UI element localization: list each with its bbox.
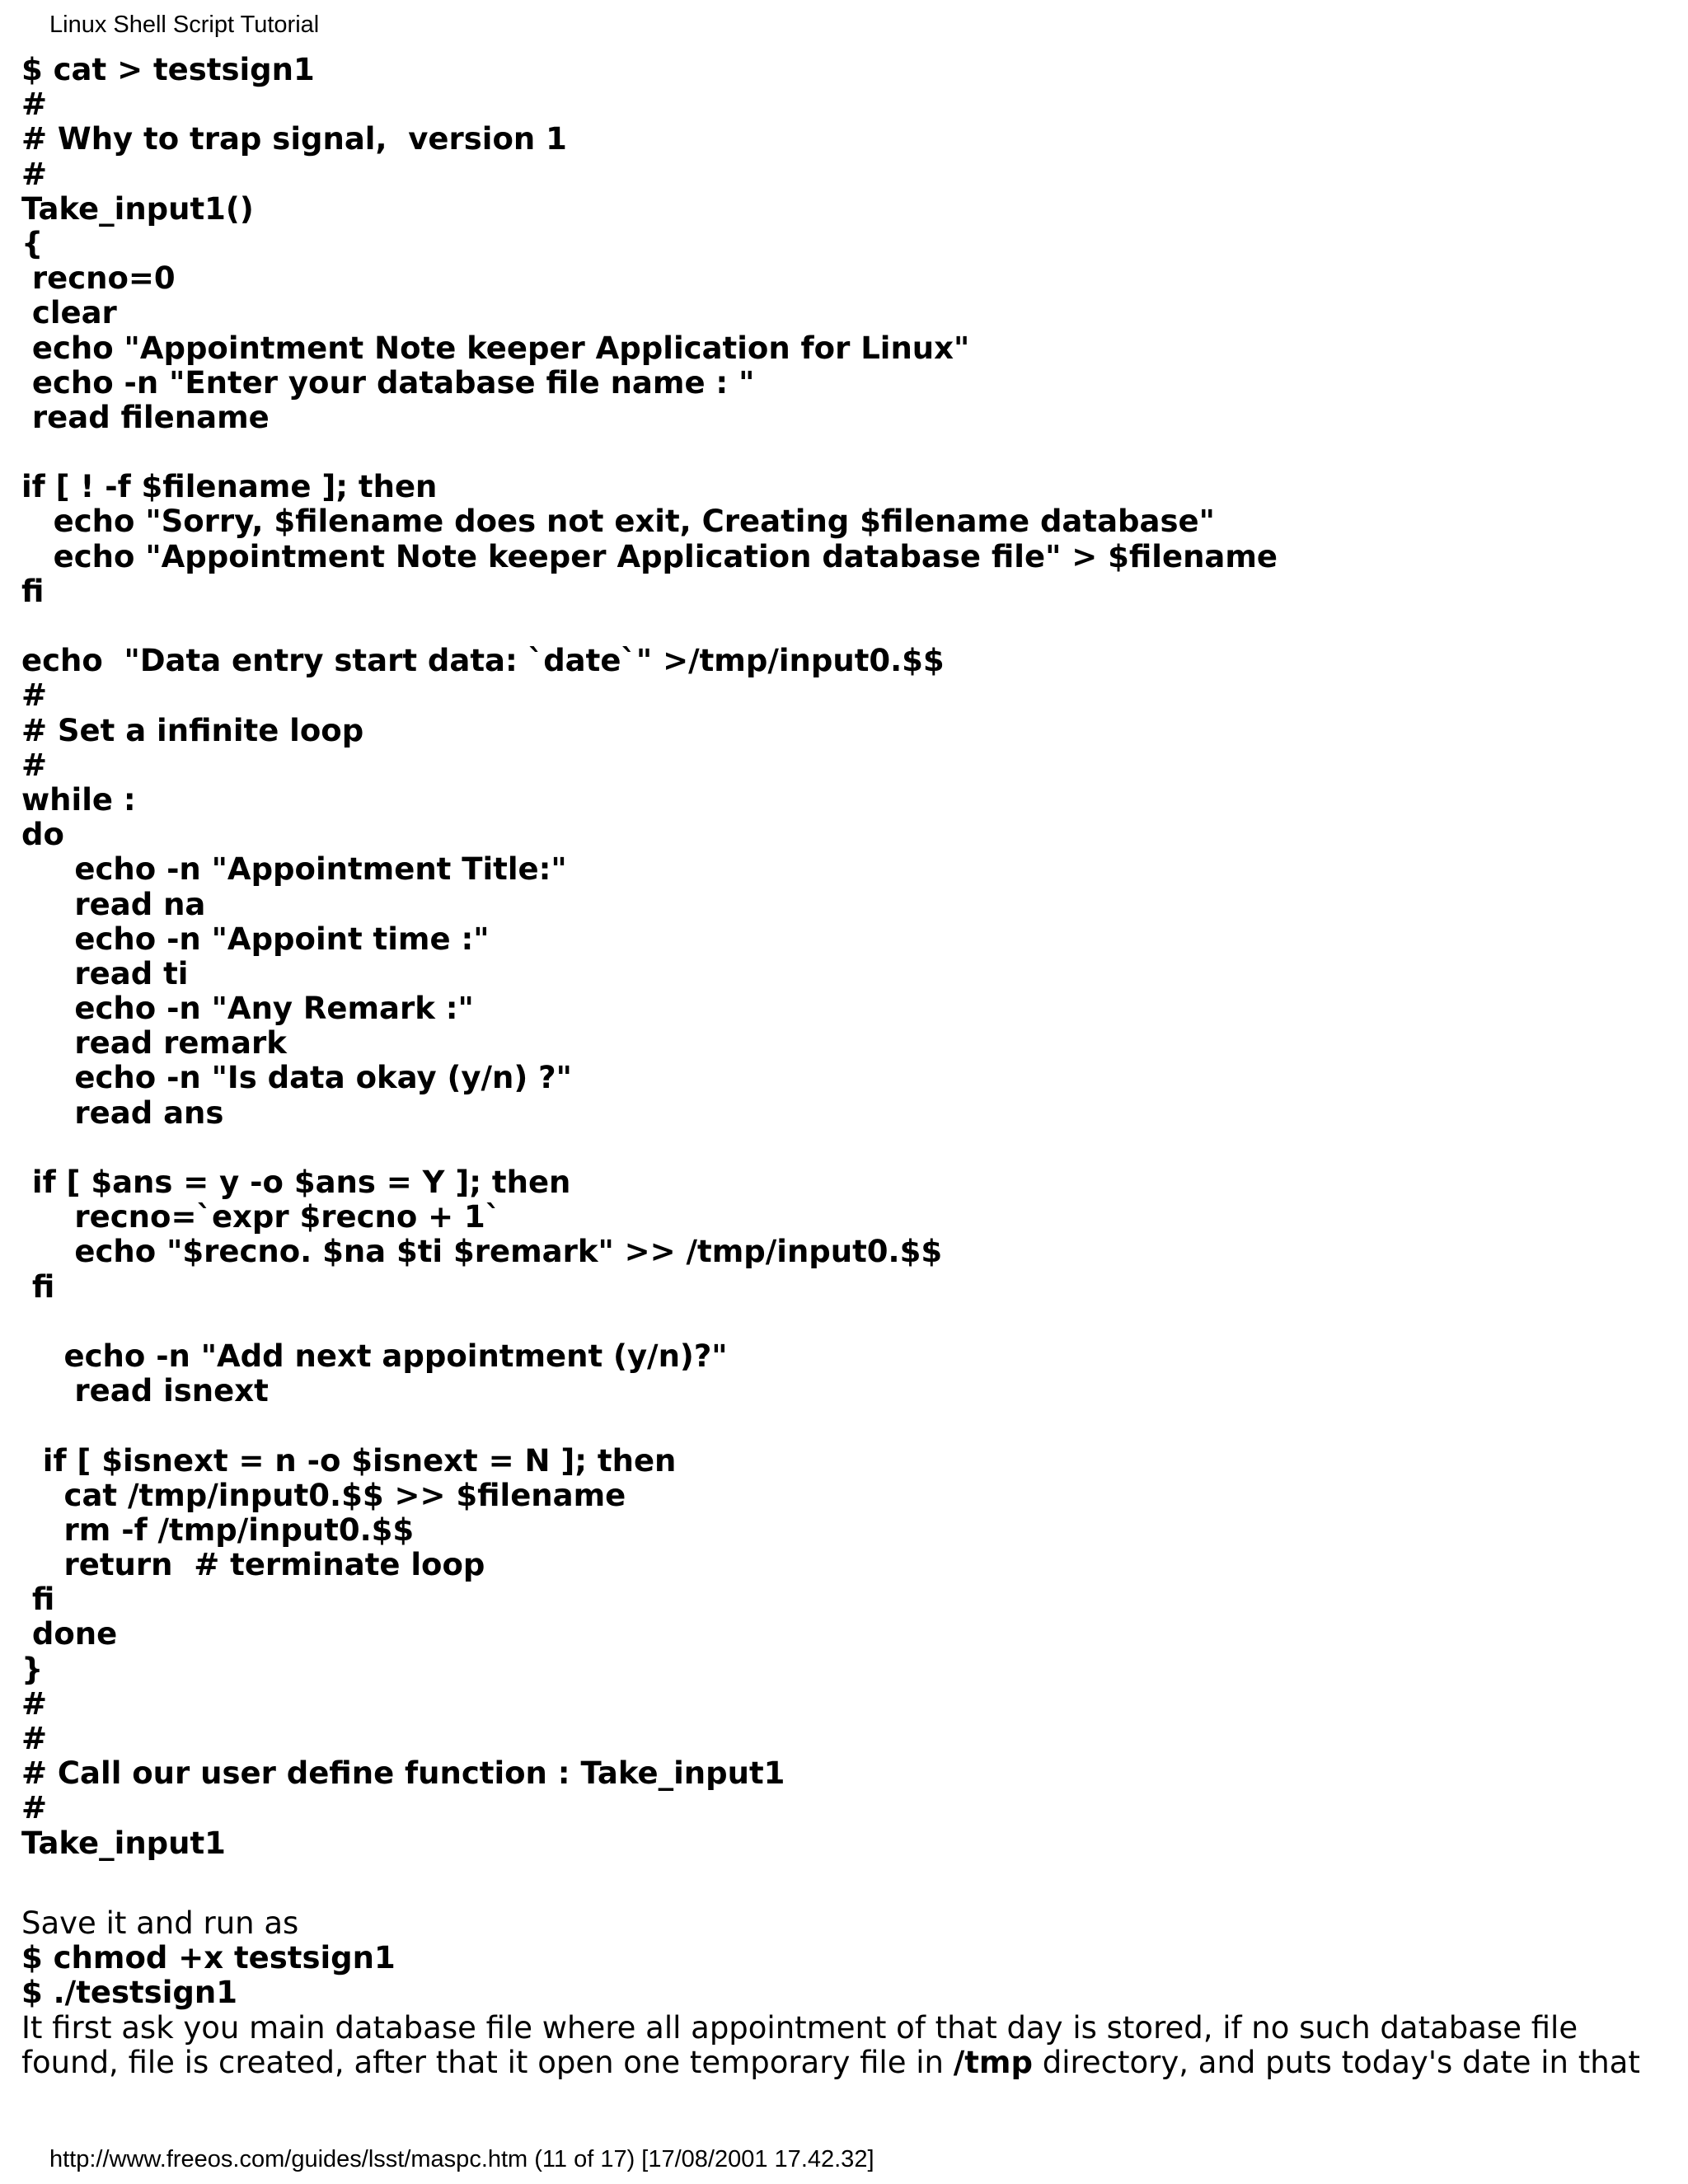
explanation-text-after: directory, and puts today's date in that	[1032, 2044, 1640, 2080]
code-line: }	[21, 1651, 44, 1687]
code-line: #	[21, 747, 48, 783]
code-line: # Call our user define function : Take_input1	[21, 1755, 785, 1792]
page-header-title: Linux Shell Script Tutorial	[49, 12, 320, 38]
code-line: return # terminate loop	[21, 1547, 485, 1583]
code-line: echo -n "Any Remark :"	[21, 991, 474, 1027]
code-listing	[21, 53, 1670, 1861]
code-line: echo -n "Appointment Title:"	[21, 851, 567, 888]
code-line: if [ $isnext = n -o $isnext = N ]; then	[21, 1442, 677, 1479]
code-line: echo "Data entry start data: `date`" >/tmp/input0.$$	[21, 643, 945, 679]
run-command: $ ./testsign1	[21, 1975, 237, 2011]
code-line: recno=`expr $recno + 1`	[21, 1199, 501, 1235]
code-line: {	[21, 225, 44, 261]
code-line: cat /tmp/input0.$$ >> $filename	[21, 1477, 626, 1513]
code-line	[21, 1131, 1670, 1165]
code-line: Take_input1	[21, 1825, 226, 1861]
page-footer-url: http://www.freeos.com/guides/lsst/maspc.htm (11 of 17) [17/08/2001 17.42.32]	[49, 2146, 874, 2172]
code-line: if [ $ans = y -o $ans = Y ]; then	[21, 1165, 571, 1200]
code-line: if [ ! -f $filename ]; then	[21, 469, 438, 505]
code-line	[21, 435, 1670, 470]
code-line: #	[21, 87, 48, 123]
tmp-directory-term: /tmp	[953, 2044, 1033, 2080]
code-line: echo "Appointment Note keeper Application database file" > $filename	[21, 538, 1278, 574]
code-line: #	[21, 156, 48, 192]
code-line: recno=0	[21, 260, 176, 297]
code-line: echo "Sorry, $filename does not exit, Creating $filename database"	[21, 504, 1215, 540]
save-instruction: Save it and run as	[21, 1905, 299, 1941]
code-line: read remark	[21, 1025, 287, 1062]
code-line: clear	[21, 295, 117, 331]
code-line: read filename	[21, 399, 270, 435]
code-line	[21, 609, 1670, 644]
code-line: do	[21, 817, 64, 853]
code-line: read isnext	[21, 1373, 269, 1409]
code-line: echo -n "Enter your database file name : "	[21, 364, 755, 401]
code-line: read ti	[21, 955, 189, 991]
code-line: $ cat > testsign1	[21, 52, 315, 87]
chmod-command: $ chmod +x testsign1	[21, 1940, 396, 1976]
code-line: done	[21, 1616, 118, 1652]
code-line: #	[21, 1685, 48, 1722]
code-line: echo -n "Is data okay (y/n) ?"	[21, 1060, 572, 1096]
code-line: #	[21, 1721, 48, 1756]
code-line: rm -f /tmp/input0.$$	[21, 1511, 415, 1548]
code-line: echo "$recno. $na $ti $remark" >> /tmp/input0.$$	[21, 1234, 943, 1270]
code-line: #	[21, 1790, 48, 1826]
code-line	[21, 1408, 1670, 1443]
code-line: fi	[21, 1582, 55, 1618]
code-line: fi	[21, 1268, 55, 1305]
code-line: read ans	[21, 1094, 224, 1131]
code-line: # Why to trap signal, version 1	[21, 121, 567, 157]
code-line: echo "Appointment Note keeper Application for Linux"	[21, 330, 970, 366]
prose-section	[21, 1906, 1670, 2080]
code-line: #	[21, 677, 48, 714]
explanation-line-1: It first ask you main database file where all appointment of that day is stored, if no such database file	[21, 2009, 1578, 2046]
explanation-line-2	[21, 2046, 1670, 2080]
code-line: fi	[21, 573, 45, 609]
code-line: echo -n "Appoint time :"	[21, 921, 490, 957]
code-line: while :	[21, 781, 136, 818]
code-line: read na	[21, 886, 206, 922]
code-line: # Set a infinite loop	[21, 712, 364, 748]
code-line: echo -n "Add next appointment (y/n)?"	[21, 1338, 728, 1374]
explanation-text-before: found, file is created, after that it open one temporary file in	[21, 2044, 954, 2080]
code-line: Take_input1()	[21, 190, 254, 227]
code-line	[21, 1305, 1670, 1339]
